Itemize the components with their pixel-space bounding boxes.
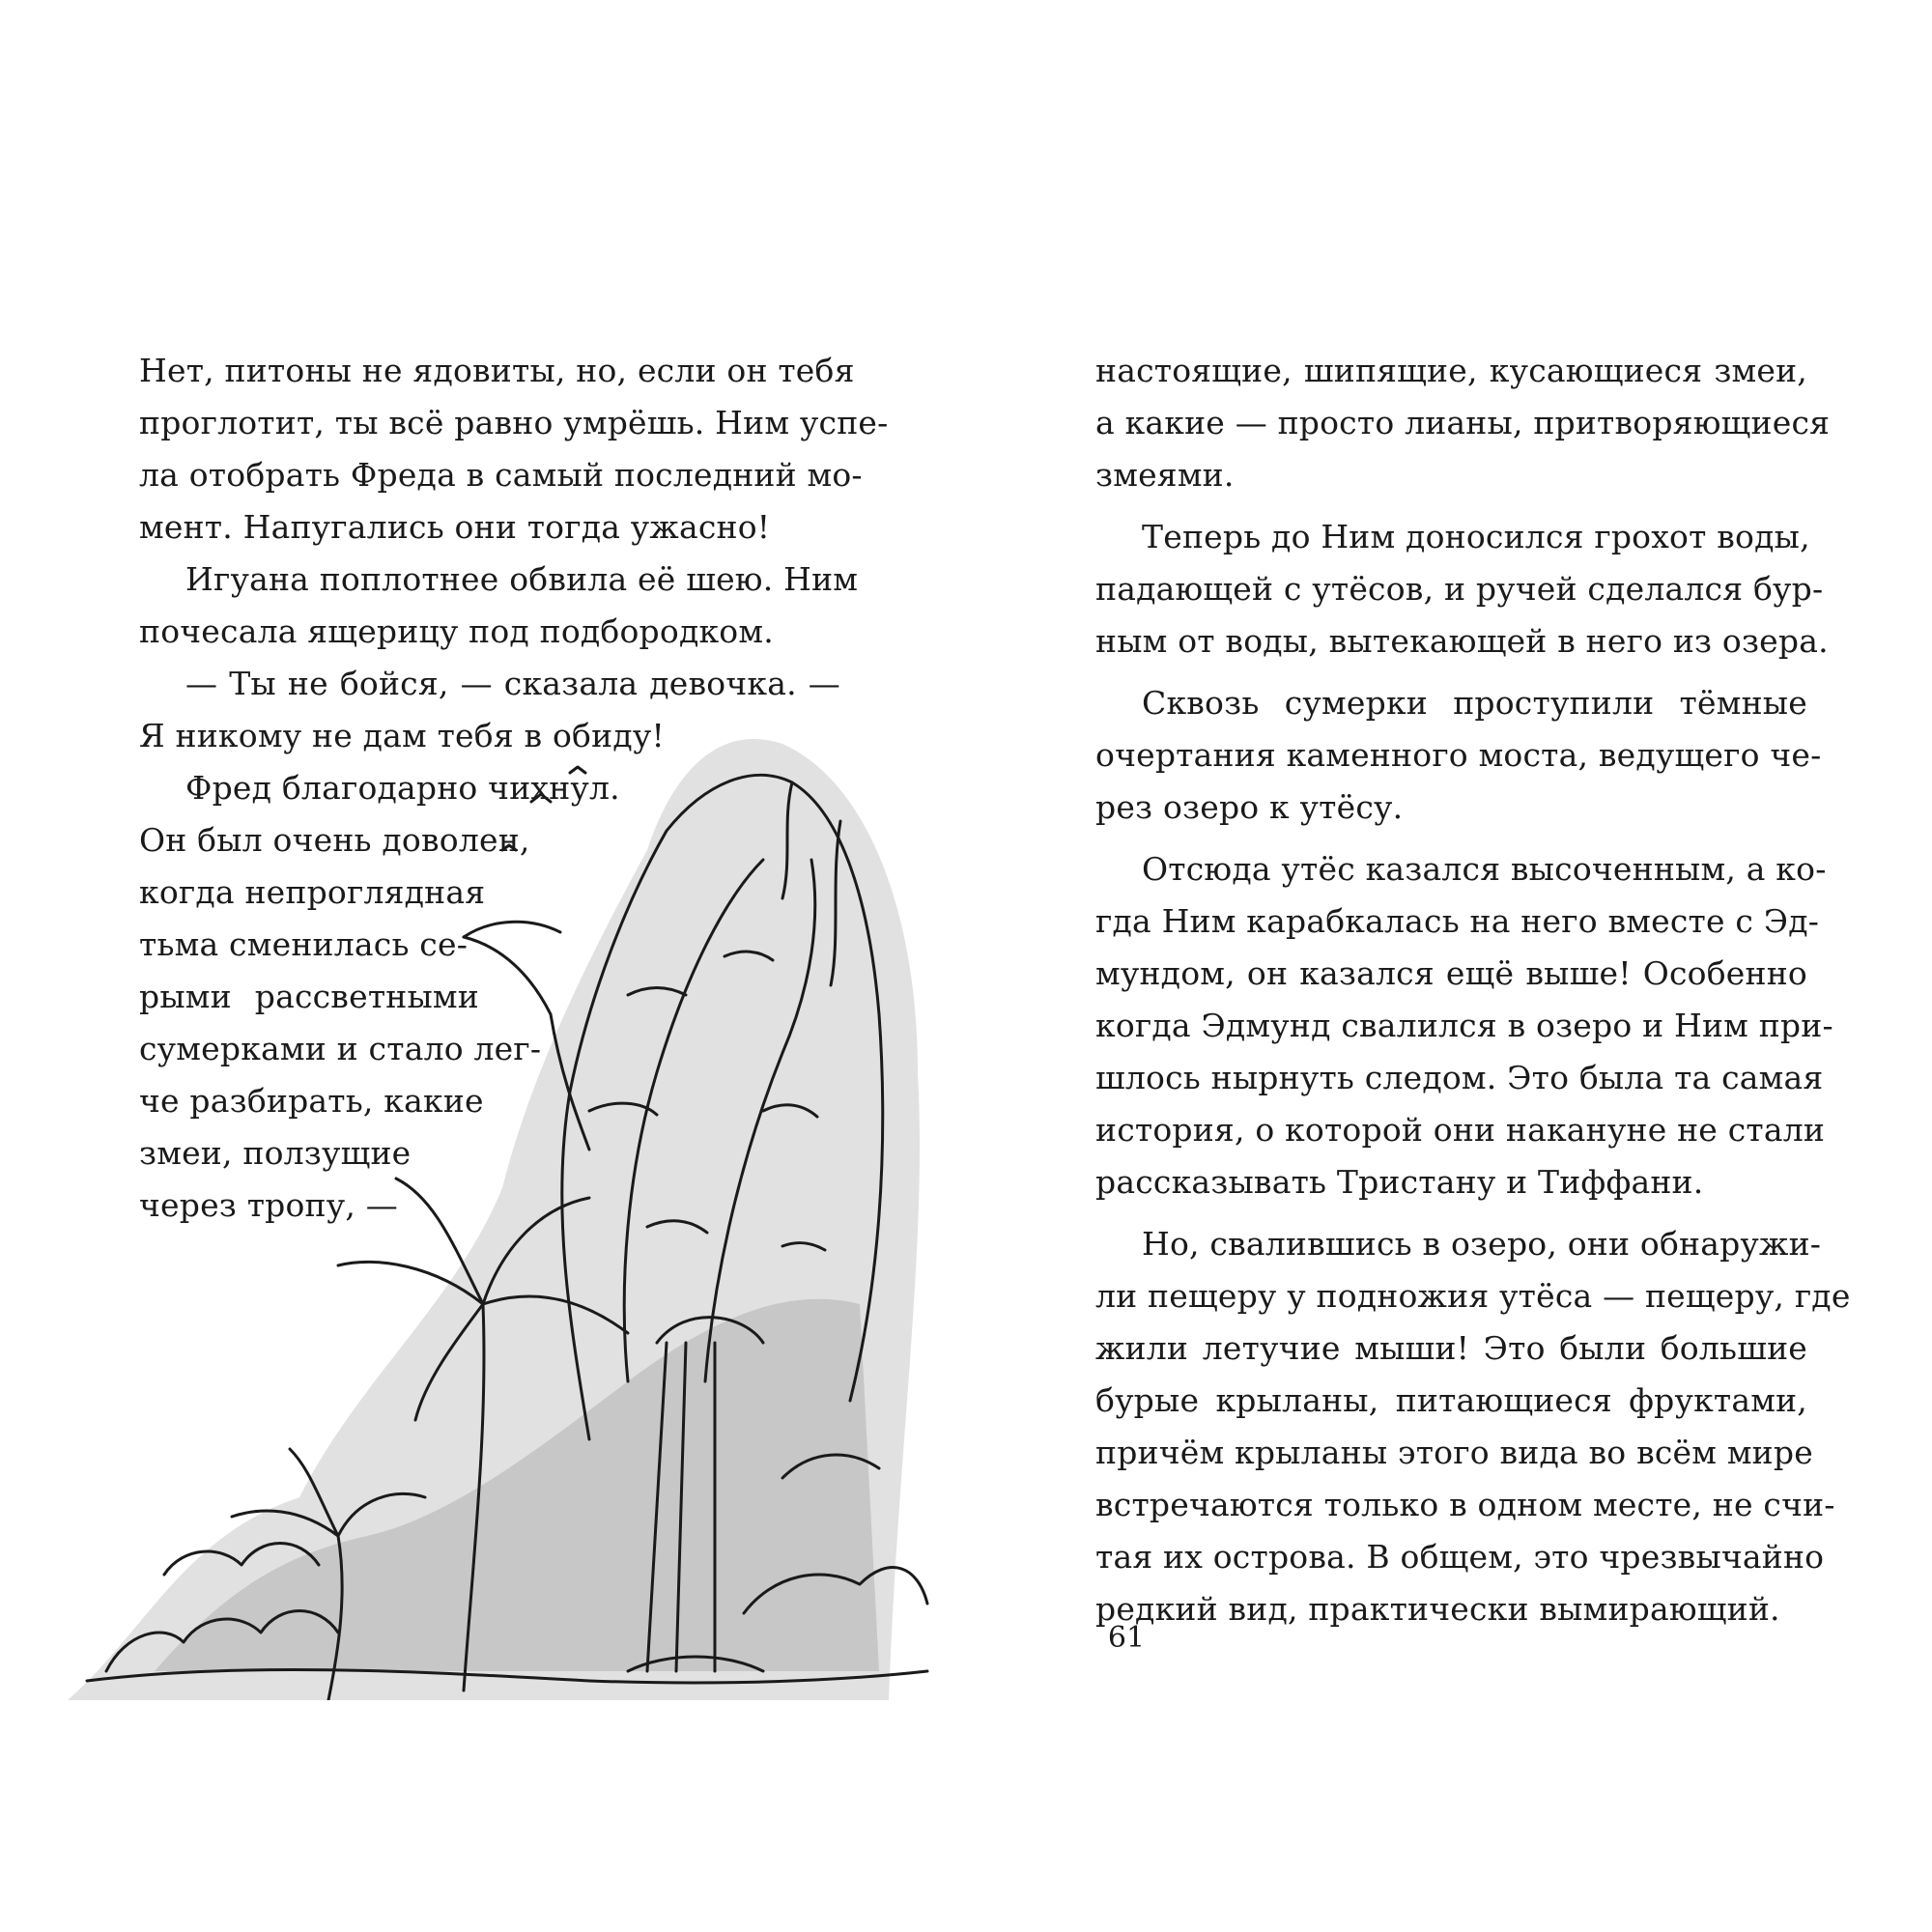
- left-line-13: рыми рассветными: [139, 978, 479, 1015]
- right-line-5: падающей с утёсов, и ручей сделался бур-: [1095, 570, 1824, 608]
- right-line-23: тая их острова. В общем, это чрезвычайно: [1095, 1538, 1825, 1576]
- right-line-3: змеями.: [1095, 456, 1235, 494]
- right-line-16: рассказывать Тристану и Тиффани.: [1095, 1163, 1704, 1201]
- left-line-17: через тропу, —: [139, 1186, 398, 1224]
- right-line-18: ли пещеру у подножия утёса — пещеру, где: [1095, 1277, 1851, 1315]
- left-line-10: Он был очень доволен,: [139, 821, 530, 859]
- right-page: [966, 0, 1932, 1932]
- right-line-14: шлось нырнуть следом. Это была та самая: [1095, 1059, 1824, 1096]
- right-line-20: бурые крыланы, питающиеся фруктами,: [1095, 1381, 1807, 1419]
- right-line-9: рез озеро к утёсу.: [1095, 788, 1404, 826]
- right-line-19: жили летучие мыши! Это были большие: [1095, 1329, 1807, 1367]
- right-line-15: история, о которой они накануне не стали: [1095, 1111, 1826, 1149]
- right-line-24: редкий вид, практически вымирающий.: [1095, 1590, 1780, 1628]
- left-line-12: тьма сменилась се-: [139, 925, 469, 963]
- right-line-7: Сквозь сумерки проступили тёмные: [1142, 684, 1807, 722]
- right-line-1: настоящие, шипящие, кусающиеся змеи,: [1095, 352, 1807, 389]
- left-line-5: Игуана поплотнее обвила её шею. Ним: [185, 560, 859, 598]
- right-line-2: а какие — просто лианы, притворяющиеся: [1095, 404, 1831, 441]
- left-line-4: мент. Напугались они тогда ужасно!: [139, 508, 771, 546]
- right-line-10: Отсюда утёс казался высоченным, а ко-: [1142, 850, 1827, 888]
- right-line-6: ным от воды, вытекающей в него из озера.: [1095, 622, 1829, 660]
- left-line-11: когда непроглядная: [139, 873, 486, 911]
- right-line-21: причём крыланы этого вида во всём мире: [1095, 1434, 1813, 1471]
- right-line-12: мундом, он казался ещё выше! Особенно: [1095, 954, 1807, 992]
- right-line-17: Но, свалившись в озеро, они обнаружи-: [1142, 1225, 1822, 1263]
- left-line-14: сумерками и стало лег-: [139, 1030, 542, 1067]
- right-line-13: когда Эдмунд свалился в озеро и Ним при-: [1095, 1007, 1833, 1044]
- right-line-8: очертания каменного моста, ведущего че-: [1095, 736, 1822, 774]
- page-number: 61: [1107, 1621, 1146, 1655]
- left-line-15: че разбирать, какие: [139, 1082, 484, 1120]
- right-line-11: гда Ним карабкалась на него вместе с Эд-: [1095, 902, 1820, 940]
- left-line-16: змеи, ползущие: [139, 1134, 412, 1172]
- left-line-6: почесала ящерицу под подбородком.: [139, 612, 774, 650]
- left-line-2: проглотит, ты всё равно умрёшь. Ним успе-: [139, 404, 889, 441]
- left-line-7: — Ты не бойся, — сказала девочка. —: [185, 665, 840, 702]
- left-line-3: ла отобрать Фреда в самый последний мо-: [139, 456, 863, 494]
- jungle-waterfall-illustration: [48, 705, 947, 1700]
- right-line-22: встречаются только в одном месте, не счи-: [1095, 1486, 1835, 1523]
- left-line-9: Фред благодарно чихнул.: [185, 769, 620, 807]
- left-line-8: Я никому не дам тебя в обиду!: [139, 717, 665, 754]
- right-line-4: Теперь до Ним доносился грохот воды,: [1142, 518, 1810, 555]
- left-line-1: Нет, питоны не ядовиты, но, если он тебя: [139, 352, 855, 389]
